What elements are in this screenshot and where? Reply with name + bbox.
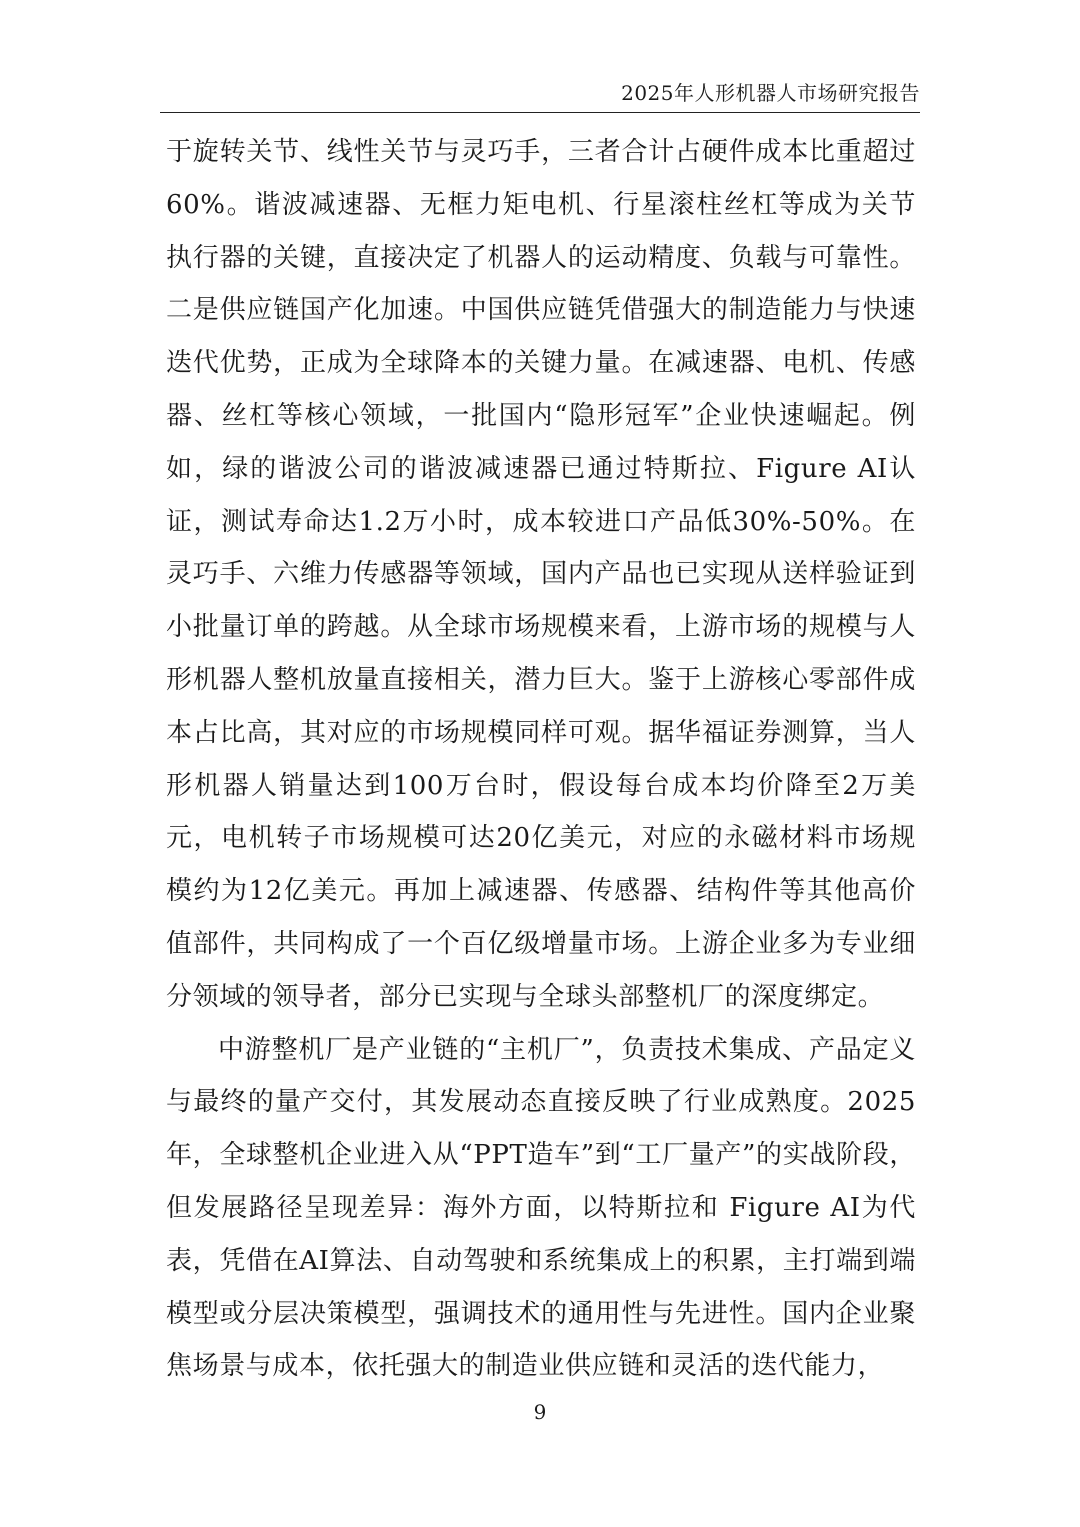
page-number: 9: [533, 1400, 547, 1424]
paragraph-upstream: 于旋转关节、线性关节与灵巧手，三者合计占硬件成本比重超过60%。谐波减速器、无框力矩电机、行星滚柱丝杠等成为关节执行器的关键，直接决定了机器人的运动精度、负载与可靠性。二是供应链国产化加速。中国供应链凭借强大的制造能力与快速迭代优势，正成为全球降本的关键力量。在减速器、电机、传感器、丝杠等核心领域，一批国内“隐形冠军”企业快速崛起。例如，绿的谐波公司的谐波减速器已通过特斯拉、Figure AI认证，测试寿命达1.2万小时，成本较进口产品低30%-50%。在灵巧手、六维力传感器等领域，国内产品也已实现从送样验证到小批量订单的跨越。从全球市场规模来看，上游市场的规模与人形机器人整机放量直接相关，潜力巨大。鉴于上游核心零部件成本占比高，其对应的市场规模同样可观。据华福证券测算，当人形机器人销量达到100万台时，假设每台成本均价降至2万美元，电机转子市场规模可达20亿美元，对应的永磁材料市场规模约为12亿美元。再加上减速器、传感器、结构件等其他高价值部件，共同构成了一个百亿级增量市场。上游企业多为专业细分领域的领导者，部分已实现与全球头部整机厂的深度绑定。: [166, 137, 916, 1012]
running-header: [160, 78, 920, 113]
body-text: [166, 126, 916, 1393]
header-title: 2025年人形机器人市场研究报告: [621, 81, 920, 105]
paragraph-midstream: 中游整机厂是产业链的“主机厂”，负责技术集成、产品定义与最终的量产交付，其发展动态直接反映了行业成熟度。2025年，全球整机企业进入从“PPT造车”到“工厂量产”的实战阶段，但发展路径呈现差异：海外方面，以特斯拉和 Figure AI为代表，凭借在AI算法、自动驾驶和系统集成上的积累，主打端到端模型或分层决策模型，强调技术的通用性与先进性。国内企业聚焦场景与成本，依托强大的制造业供应链和灵活的迭代能力，: [166, 1034, 916, 1382]
